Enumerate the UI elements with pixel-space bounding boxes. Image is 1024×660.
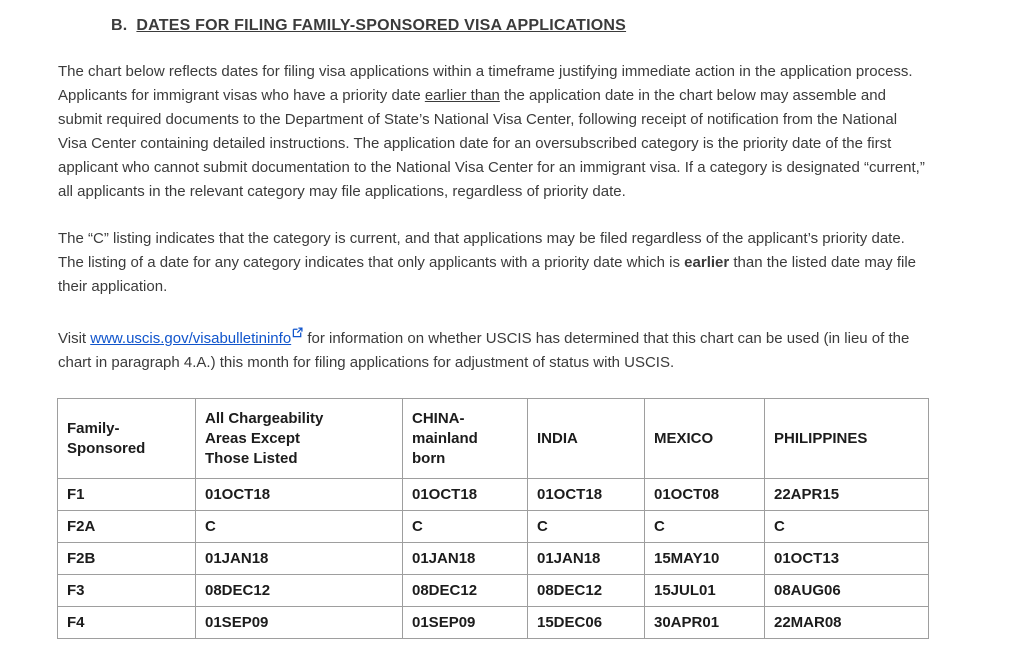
date-cell: 01JAN18	[403, 543, 528, 575]
section-heading	[111, 17, 929, 35]
header-line: Sponsored	[67, 439, 146, 457]
date-cell: 22APR15	[765, 479, 929, 511]
header-line: INDIA	[537, 429, 578, 447]
header-cell-philippines	[765, 399, 929, 479]
date-cell: 30APR01	[645, 607, 765, 639]
visa-bulletin-section	[57, 0, 929, 639]
listing-text-bold: earlier	[684, 254, 730, 271]
link-text-start: Visit	[58, 330, 91, 347]
section-number: B.	[111, 17, 128, 34]
current-listing-paragraph	[58, 227, 929, 299]
category-cell: F3	[58, 575, 196, 607]
date-cell: 01JAN18	[196, 543, 403, 575]
date-cell: 01OCT08	[645, 479, 765, 511]
date-cell: C	[645, 511, 765, 543]
header-line: Those Listed	[205, 449, 298, 467]
table-row-f2b	[58, 543, 929, 575]
header-cell-family-sponsored	[58, 399, 196, 479]
date-cell: 01OCT18	[528, 479, 645, 511]
family-sponsored-filing-dates-table	[57, 398, 929, 639]
date-cell: 01OCT18	[196, 479, 403, 511]
category-cell: F2A	[58, 511, 196, 543]
category-cell: F1	[58, 479, 196, 511]
listing-text-end: than the listed date may file their application.	[58, 254, 916, 295]
header-line: MEXICO	[654, 429, 714, 447]
date-cell: 08DEC12	[528, 575, 645, 607]
date-cell: C	[765, 511, 929, 543]
intro-paragraph	[58, 60, 929, 204]
table-row-f1	[58, 479, 929, 511]
date-cell: 01OCT18	[403, 479, 528, 511]
date-cell: C	[196, 511, 403, 543]
external-link-icon	[292, 322, 303, 346]
date-cell: 01JAN18	[528, 543, 645, 575]
table-row-f4	[58, 607, 929, 639]
date-cell: 08AUG06	[765, 575, 929, 607]
category-cell: F2B	[58, 543, 196, 575]
listing-text-start: The “C” listing indicates that the category is current, and that applications may be filed regardless of the applicant’s priority date. The listing of a date for any category indicates that only applicants with a priority date which is	[58, 230, 905, 271]
intro-text-underlined: earlier than	[424, 87, 500, 104]
date-cell: C	[403, 511, 528, 543]
header-line: Areas Except	[205, 429, 301, 447]
table-row-f2a	[58, 511, 929, 543]
intro-text-start: The chart below reflects dates for filing visa applications within a timeframe justifying immediate action in the application process. Applicants for immigrant visas who have a priority date	[58, 63, 913, 104]
header-line: PHILIPPINES	[774, 429, 868, 447]
date-cell: 15DEC06	[528, 607, 645, 639]
date-cell: 15JUL01	[645, 575, 765, 607]
date-cell: 22MAR08	[765, 607, 929, 639]
header-cell-all-chargeability	[196, 399, 403, 479]
header-cell-india	[528, 399, 645, 479]
date-cell: 15MAY10	[645, 543, 765, 575]
section-title: DATES FOR FILING FAMILY-SPONSORED VISA APPLICATIONS	[136, 17, 627, 34]
header-line: born	[412, 449, 446, 467]
date-cell: C	[528, 511, 645, 543]
date-cell: 01OCT13	[765, 543, 929, 575]
intro-text-end: the application date in the chart below may assemble and submit required documents to the Department of State’s National Visa Center, following receipt of notification from the National Visa Center containing detailed instructions. The application date for an oversubscribed category is the priority date of the first applicant who cannot submit documentation to the National Visa Center for an immigrant visa. If a category is designated “current,” all applicants in the relevant category may file applications, regardless of priority date.	[58, 87, 925, 200]
uscis-link-paragraph	[58, 322, 929, 375]
header-line: CHINA-	[412, 409, 465, 427]
header-line: All Chargeability	[205, 409, 324, 427]
category-cell: F4	[58, 607, 196, 639]
header-cell-china	[403, 399, 528, 479]
header-line: Family-	[67, 419, 120, 437]
header-cell-mexico	[645, 399, 765, 479]
date-cell: 08DEC12	[196, 575, 403, 607]
table-row-f3	[58, 575, 929, 607]
date-cell: 01SEP09	[403, 607, 528, 639]
header-line: mainland	[412, 429, 478, 447]
uscis-visa-bulletin-link[interactable]: www.uscis.gov/visabulletininfo	[90, 330, 292, 347]
date-cell: 08DEC12	[403, 575, 528, 607]
date-cell: 01SEP09	[196, 607, 403, 639]
table-header-row	[58, 399, 929, 479]
link-text-end: for information on whether USCIS has determined that this chart can be used (in lieu of the chart in paragraph 4.A.) this month for filing applications for adjustment of status with USCIS.	[58, 330, 910, 371]
